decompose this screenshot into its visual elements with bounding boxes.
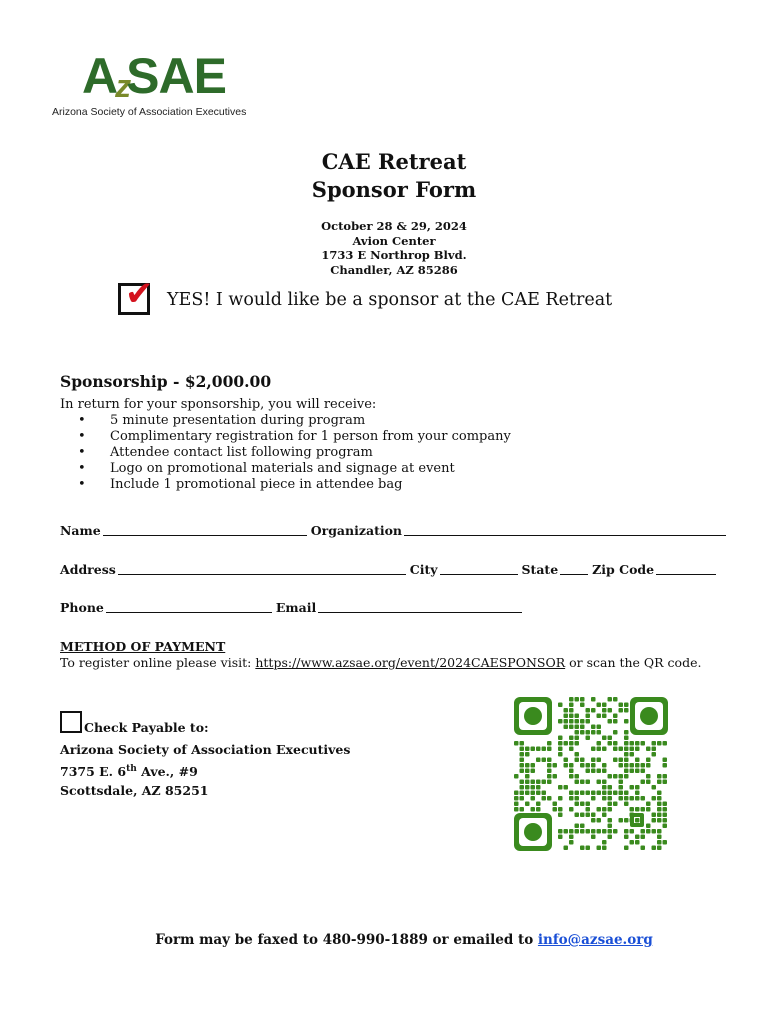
- logo-subtitle: Arizona Society of Association Executives: [52, 106, 247, 118]
- email-field[interactable]: [318, 600, 522, 613]
- payee-city: Scottsdale, AZ 85251: [60, 783, 209, 799]
- title-line-1: CAE Retreat: [321, 149, 467, 174]
- event-street: 1733 E Northrop Blvd.: [321, 248, 467, 262]
- title-line-2: Sponsor Form: [311, 177, 477, 202]
- sponsorship-intro: In return for your sponsorship, you will receive:: [60, 397, 377, 412]
- phone-email-row: [60, 600, 526, 615]
- azsae-logo: [52, 48, 252, 124]
- payment-instructions: [60, 655, 701, 670]
- name-label: Name: [60, 523, 101, 538]
- city-field[interactable]: [440, 562, 518, 575]
- payment-heading: METHOD OF PAYMENT: [60, 639, 226, 654]
- payee-street: [60, 760, 350, 782]
- state-field[interactable]: [560, 562, 588, 575]
- sponsorship-heading: Sponsorship - $2,000.00: [60, 372, 272, 391]
- checkmark-icon: ✔: [125, 274, 154, 314]
- payee-name: Arizona Society of Association Executives: [60, 742, 351, 757]
- logo-wordmark: [82, 48, 226, 114]
- list-item: • Logo on promotional materials and signage at event: [60, 461, 511, 477]
- payee-street-suffix: th: [126, 763, 137, 774]
- payment-text-before: To register online please visit:: [60, 655, 256, 670]
- name-field[interactable]: [103, 523, 307, 536]
- address-field[interactable]: [118, 562, 406, 575]
- payment-text-after: or scan the QR code.: [565, 655, 702, 670]
- event-details: [0, 219, 770, 277]
- footer-email-link[interactable]: info@azsae.org: [537, 932, 653, 948]
- payee-address: [60, 740, 350, 801]
- phone-label: Phone: [60, 600, 104, 615]
- list-item: • 5 minute presentation during program: [60, 413, 511, 429]
- address-row: [60, 562, 720, 577]
- page-title: [0, 148, 770, 204]
- logo-letter-a: A: [82, 48, 118, 104]
- event-venue: Avion Center: [352, 233, 436, 248]
- qr-code-icon[interactable]: [514, 697, 668, 851]
- payee-street-name: Ave., #9: [136, 763, 198, 779]
- zip-label: Zip Code: [592, 562, 655, 577]
- check-payment-checkbox[interactable]: [60, 711, 82, 733]
- benefits-list: [60, 413, 511, 493]
- footer-text: Form may be faxed to 480-990-1889 or emailed to: [155, 932, 538, 948]
- check-payable-label: Check Payable to:: [84, 720, 209, 735]
- list-item: • Attendee contact list following program: [60, 445, 511, 461]
- registration-link[interactable]: https://www.azsae.org/event/2024CAESPONSOR: [255, 655, 566, 670]
- sponsor-pledge-text: YES! I would like be a sponsor at the CAE Retreat: [167, 290, 613, 310]
- list-item: • Include 1 promotional piece in attendee bag: [60, 477, 511, 493]
- phone-field[interactable]: [106, 600, 272, 613]
- event-city: Chandler, AZ 85286: [330, 262, 458, 277]
- email-label: Email: [275, 600, 317, 615]
- logo-letter-z: z: [115, 68, 131, 104]
- logo-letters-sae: SAE: [126, 48, 226, 104]
- payee-street-number: 7375 E. 6: [60, 763, 127, 779]
- organization-label: Organization: [310, 523, 403, 538]
- sponsor-checkbox[interactable]: [118, 274, 154, 315]
- event-date: October 28 & 29, 2024: [321, 219, 467, 233]
- organization-field[interactable]: [404, 523, 726, 536]
- list-item: • Complimentary registration for 1 person from your company: [60, 429, 511, 445]
- footer-contact: [0, 932, 770, 948]
- address-label: Address: [60, 562, 116, 577]
- zip-field[interactable]: [656, 562, 716, 575]
- city-label: City: [409, 562, 438, 577]
- name-org-row: [60, 523, 730, 538]
- state-label: State: [521, 562, 559, 577]
